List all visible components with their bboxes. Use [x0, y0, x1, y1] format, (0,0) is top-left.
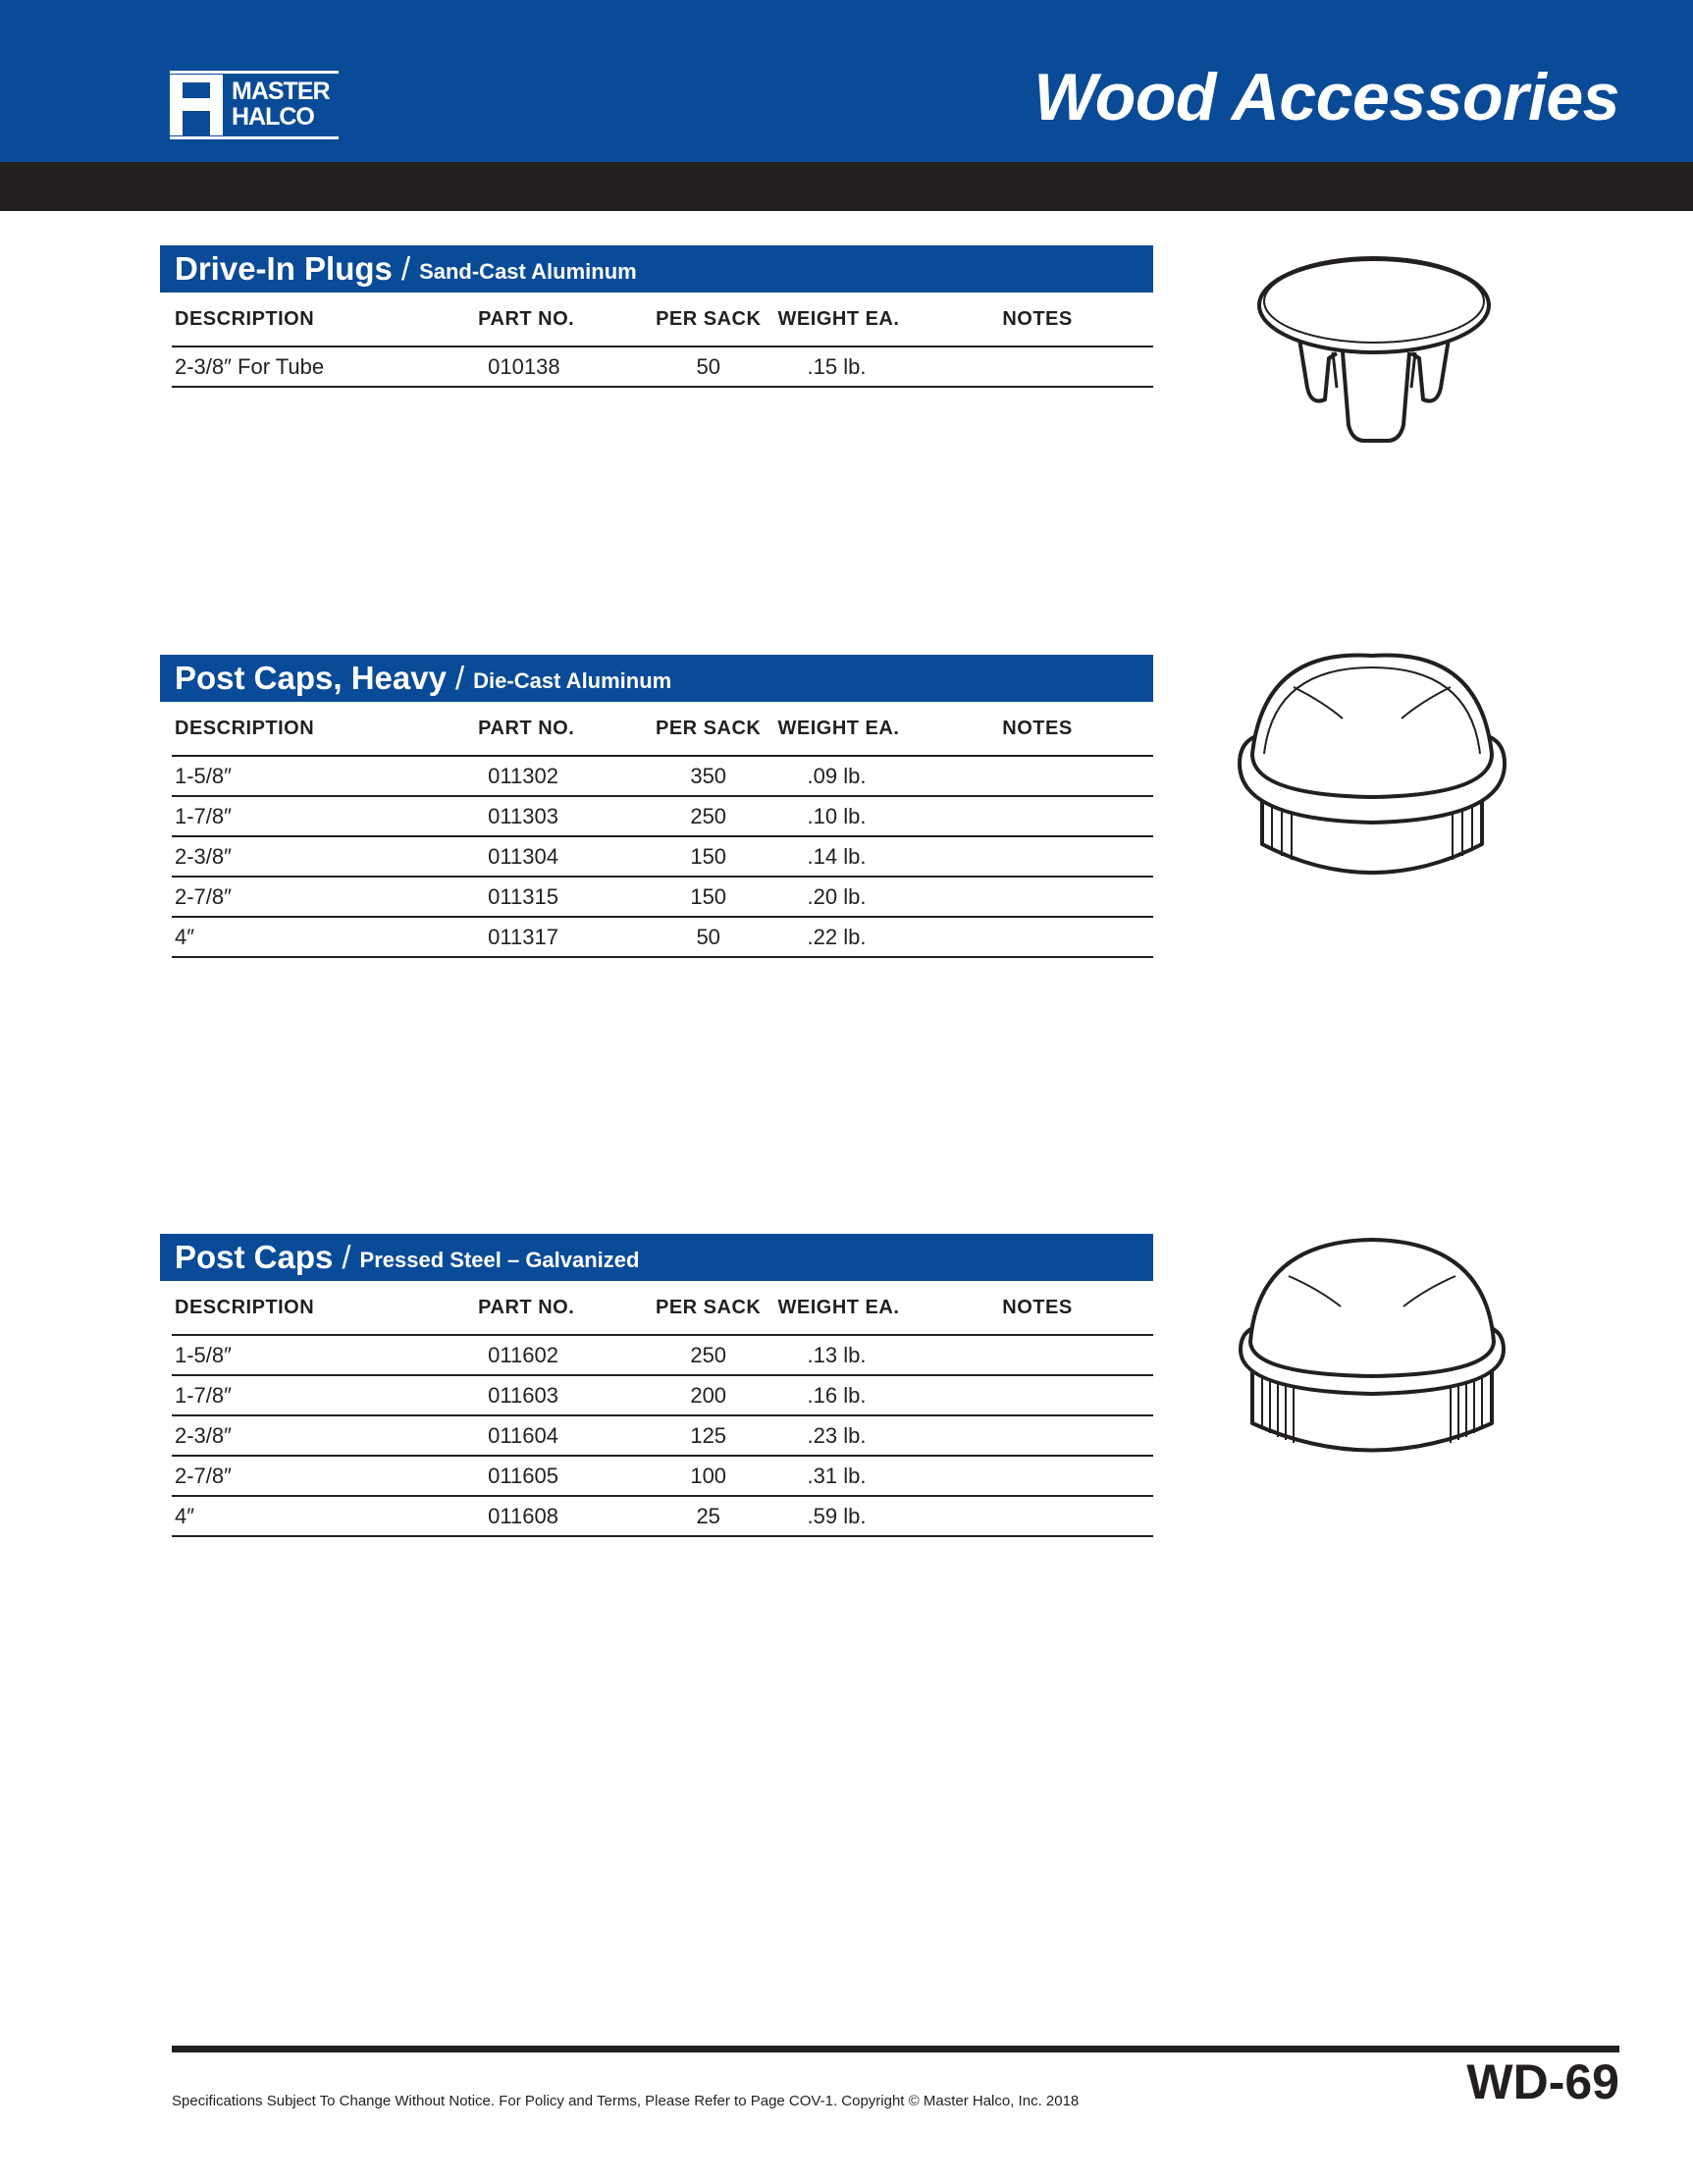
- footer-rule: [172, 2046, 1619, 2052]
- heavy-post-cap-illustration: [1235, 648, 1509, 893]
- cell-weight: .23 lb.: [778, 1415, 1003, 1456]
- table-row: [172, 1335, 1153, 1375]
- cell-description: 2-3/8″: [172, 836, 478, 877]
- table-row: [172, 756, 1153, 796]
- cell-weight: .13 lb.: [778, 1335, 1003, 1375]
- cell-notes: [1002, 917, 1153, 957]
- cell-per-sack: 25: [639, 1496, 778, 1536]
- cell-part-no: 011302: [478, 756, 639, 796]
- logo-rule-top: [170, 71, 339, 74]
- table-row: [172, 796, 1153, 836]
- logo-line-1: MASTER: [232, 78, 330, 105]
- cell-description: 1-7/8″: [172, 1375, 478, 1415]
- cell-per-sack: 250: [639, 796, 778, 836]
- cell-part-no: 011304: [478, 836, 639, 877]
- footer-disclaimer: Specifications Subject To Change Without Notice. For Policy and Terms, Please Refer to Page COV-1. Copyright © Master Halco, Inc. 2018: [172, 2093, 1080, 2109]
- table-header-row: [172, 1281, 1153, 1335]
- section-divider-slash: /: [342, 1239, 351, 1275]
- cell-per-sack: 100: [639, 1456, 778, 1496]
- cell-part-no: 011608: [478, 1496, 639, 1536]
- column-header-part-no: PART NO.: [478, 293, 639, 346]
- cell-notes: [1002, 1415, 1153, 1456]
- cell-description: 2-7/8″: [172, 877, 478, 917]
- cell-part-no: 011603: [478, 1375, 639, 1415]
- cell-part-no: 011317: [478, 917, 639, 957]
- logo-wordmark: [232, 79, 330, 130]
- column-header-weight: WEIGHT EA.: [778, 293, 1003, 346]
- column-header-per-sack: PER SACK: [639, 702, 778, 756]
- cell-part-no: 011303: [478, 796, 639, 836]
- column-header-notes: NOTES: [1002, 1281, 1153, 1335]
- section-header: [160, 655, 1153, 702]
- cell-weight: .14 lb.: [778, 836, 1003, 877]
- logo-rule-bottom: [170, 136, 339, 139]
- cell-notes: [1002, 756, 1153, 796]
- cell-notes: [1002, 836, 1153, 877]
- page-title: Wood Accessories: [1033, 60, 1619, 134]
- section-drive-in-plugs: [160, 245, 1153, 388]
- column-header-description: DESCRIPTION: [172, 1281, 478, 1335]
- cell-part-no: 010138: [478, 346, 639, 387]
- header-dark-band: [0, 162, 1693, 211]
- cell-description: 4″: [172, 1496, 478, 1536]
- cell-part-no: 011605: [478, 1456, 639, 1496]
- cell-notes: [1002, 877, 1153, 917]
- logo-line-2: HALCO: [232, 103, 314, 131]
- table-row: [172, 836, 1153, 877]
- table-header-row: [172, 702, 1153, 756]
- section-header: [160, 1234, 1153, 1281]
- cell-notes: [1002, 1335, 1153, 1375]
- table-row: [172, 1456, 1153, 1496]
- cell-weight: .15 lb.: [778, 346, 1003, 387]
- page-header: [0, 0, 1693, 162]
- table-row: [172, 1496, 1153, 1536]
- column-header-part-no: PART NO.: [478, 1281, 639, 1335]
- cell-notes: [1002, 1375, 1153, 1415]
- column-header-description: DESCRIPTION: [172, 293, 478, 346]
- cell-notes: [1002, 346, 1153, 387]
- cell-per-sack: 150: [639, 836, 778, 877]
- column-header-part-no: PART NO.: [478, 702, 639, 756]
- product-table: [172, 293, 1153, 388]
- column-header-per-sack: PER SACK: [639, 293, 778, 346]
- section-header: [160, 245, 1153, 293]
- drive-in-plug-illustration: [1246, 250, 1502, 447]
- cell-description: 1-7/8″: [172, 796, 478, 836]
- cell-description: 1-5/8″: [172, 756, 478, 796]
- product-table: [172, 702, 1153, 958]
- section-post-caps-heavy: [160, 655, 1153, 958]
- section-subtitle: Die-Cast Aluminum: [473, 668, 672, 693]
- cell-description: 2-3/8″ For Tube: [172, 346, 478, 387]
- column-header-description: DESCRIPTION: [172, 702, 478, 756]
- cell-per-sack: 125: [639, 1415, 778, 1456]
- product-table: [172, 1281, 1153, 1537]
- section-title: Drive-In Plugs: [175, 250, 393, 287]
- cell-notes: [1002, 1496, 1153, 1536]
- section-subtitle: Sand-Cast Aluminum: [419, 259, 637, 284]
- cell-per-sack: 50: [639, 346, 778, 387]
- logo-h-mark-icon: [170, 75, 223, 135]
- cell-per-sack: 150: [639, 877, 778, 917]
- cell-notes: [1002, 796, 1153, 836]
- cell-part-no: 011602: [478, 1335, 639, 1375]
- cell-weight: .10 lb.: [778, 796, 1003, 836]
- cell-description: 2-7/8″: [172, 1456, 478, 1496]
- cell-per-sack: 250: [639, 1335, 778, 1375]
- section-post-caps-galvanized: [160, 1234, 1153, 1537]
- cell-weight: .59 lb.: [778, 1496, 1003, 1536]
- galvanized-post-cap-illustration: [1235, 1232, 1509, 1472]
- cell-weight: .09 lb.: [778, 756, 1003, 796]
- table-row: [172, 877, 1153, 917]
- section-divider-slash: /: [400, 250, 411, 287]
- cell-weight: .22 lb.: [778, 917, 1003, 957]
- cell-per-sack: 350: [639, 756, 778, 796]
- column-header-weight: WEIGHT EA.: [778, 1281, 1003, 1335]
- cell-description: 2-3/8″: [172, 1415, 478, 1456]
- table-header-row: [172, 293, 1153, 346]
- master-halco-logo: [170, 75, 339, 137]
- column-header-notes: NOTES: [1002, 702, 1153, 756]
- column-header-notes: NOTES: [1002, 293, 1153, 346]
- section-divider-slash: /: [454, 660, 465, 696]
- page-number: WD-69: [1466, 2054, 1619, 2109]
- cell-per-sack: 50: [639, 917, 778, 957]
- table-row: [172, 1415, 1153, 1456]
- cell-weight: .31 lb.: [778, 1456, 1003, 1496]
- cell-part-no: 011604: [478, 1415, 639, 1456]
- section-subtitle: Pressed Steel – Galvanized: [359, 1248, 640, 1272]
- table-row: [172, 917, 1153, 957]
- cell-description: 1-5/8″: [172, 1335, 478, 1375]
- column-header-weight: WEIGHT EA.: [778, 702, 1003, 756]
- cell-part-no: 011315: [478, 877, 639, 917]
- cell-weight: .16 lb.: [778, 1375, 1003, 1415]
- cell-per-sack: 200: [639, 1375, 778, 1415]
- section-title: Post Caps: [175, 1239, 334, 1275]
- cell-weight: .20 lb.: [778, 877, 1003, 917]
- section-title: Post Caps, Heavy: [175, 660, 447, 696]
- table-row: [172, 1375, 1153, 1415]
- cell-description: 4″: [172, 917, 478, 957]
- column-header-per-sack: PER SACK: [639, 1281, 778, 1335]
- table-row: [172, 346, 1153, 387]
- cell-notes: [1002, 1456, 1153, 1496]
